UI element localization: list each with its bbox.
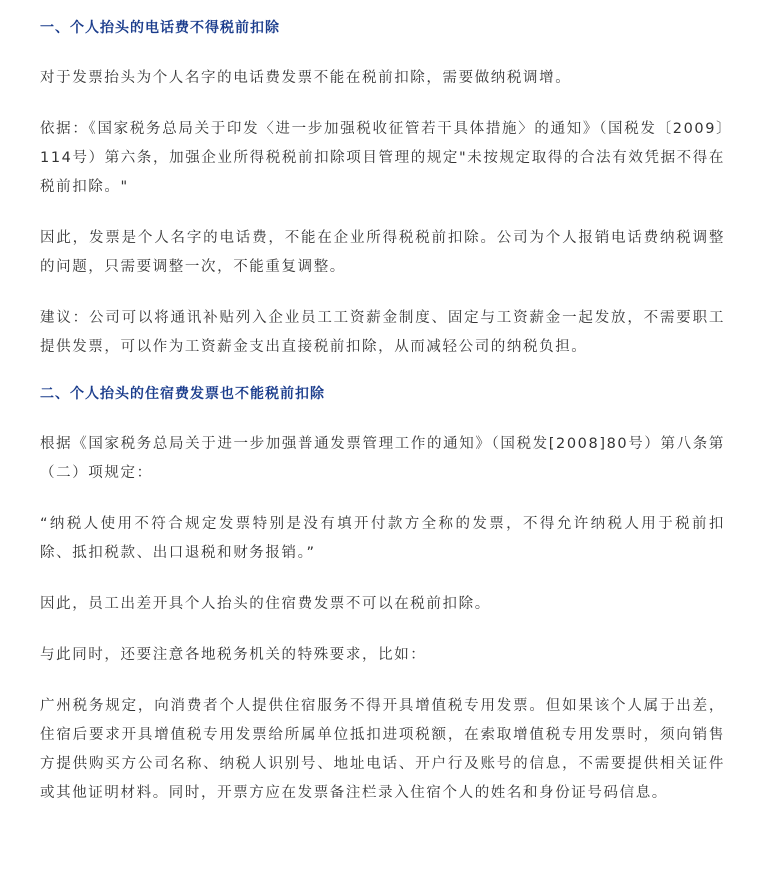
paragraph: 建议：公司可以将通讯补贴列入企业员工工资薪金制度、固定与工资薪金一起发放，不需要职工提供发票，可以作为工资薪金支出直接税前扣除，从而减轻公司的纳税负担。: [40, 310, 725, 355]
paragraph: 因此，发票是个人名字的电话费，不能在企业所得税税前扣除。公司为个人报销电话费纳税调整的问题，只需要调整一次，不能重复调整。: [40, 230, 725, 275]
paragraph: 依据：《国家税务总局关于印发〈进一步加强税收征管若干具体措施〉的通知》（国税发〔2009〕114号）第六条，加强企业所得税税前扣除项目管理的规定"未按规定取得的合法有效凭据不得在税前扣除。": [40, 121, 725, 195]
paragraph: 与此同时，还要注意各地税务机关的特殊要求，比如：: [40, 647, 427, 663]
section-heading-phone-fee: 一、个人抬头的电话费不得税前扣除: [40, 20, 280, 36]
section-heading-lodging-fee: 二、个人抬头的住宿费发票也不能税前扣除: [40, 386, 325, 402]
paragraph: 对于发票抬头为个人名字的电话费发票不能在税前扣除，需要做纳税调增。: [40, 70, 572, 86]
quote-paragraph: “纳税人使用不符合规定发票特别是没有填开付款方全称的发票，不得允许纳税人用于税前扣除、抵扣税款、出口退税和财务报销。”: [40, 516, 725, 561]
paragraph: 根据《国家税务总局关于进一步加强普通发票管理工作的通知》（国税发[2008]80号）第八条第（二）项规定：: [40, 436, 725, 481]
paragraph: 广州税务规定，向消费者个人提供住宿服务不得开具增值税专用发票。但如果该个人属于出差，住宿后要求开具增值税专用发票给所属单位抵扣进项税额，在索取增值税专用发票时，须向销售方提供购买方公司名称、纳税人识别号、地址电话、开户行及账号的信息，不需要提供相关证件或其他证明材料。同时，开票方应在发票备注栏录入住宿个人的姓名和身份证号码信息。: [40, 698, 725, 801]
paragraph: 因此，员工出差开具个人抬头的住宿费发票不可以在税前扣除。: [40, 596, 491, 612]
